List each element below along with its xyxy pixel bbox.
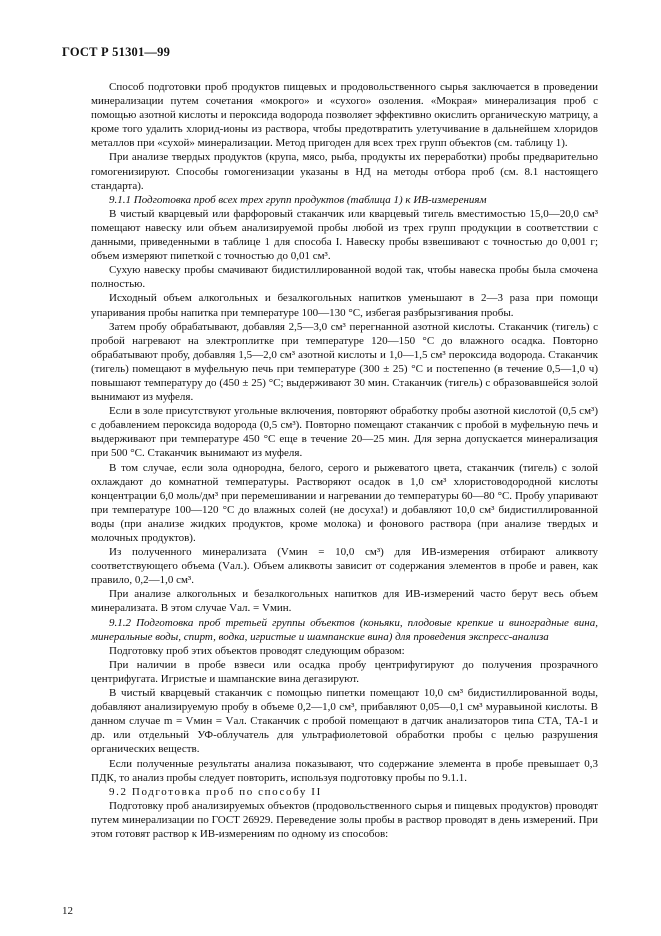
section-heading-9-2: 9.2 Подготовка проб по способу II [109,785,322,798]
document-header: ГОСТ Р 51301—99 [62,45,171,59]
paragraph: При анализе алкогольных и безалкогольных напитков для ИВ-измерений часто берут весь объем минерализата. В этом случае Vал. = Vмин. [91,588,598,615]
document-body [91,80,598,841]
paragraph: Из полученного минерализата (Vмин = 10,0 см³) для ИВ-измерения отбирают аликвоту соответствующего объема (Vал.). Объем аликвоты зависит от содержания элементов в пробе и равен, как правило, 0,2—1,0 см³. [91,546,598,587]
paragraph: Подготовку проб анализируемых объектов (продовольственного сырья и пищевых продуктов) проводят путем минерализации по ГОСТ 26929. Переведение золы пробы в раствор проводят в день измерений. При этом готовят раствор к ИВ-измерениям по одному из способов: [91,799,598,840]
paragraph: Подготовку проб этих объектов проводят следующим образом: [109,644,405,657]
paragraph: В чистый кварцевый или фарфоровый стаканчик или кварцевый тигель вместимостью 15,0—20,0 см³ помещают навеску или объем анализируемой пробы любой из трех групп продукции в соответствии с данными, приведенными в таблице 1 для способа I. Навеску пробы взвешивают с точностью до 0,001 г; объем измеряют пипеткой с точностью до 0,01 см³. [91,207,598,263]
paragraph: Сухую навеску пробы смачивают бидистиллированной водой так, чтобы навеска пробы была смочена полностью. [91,264,598,291]
paragraph: Если в золе присутствуют угольные включения, повторяют обработку пробы азотной кислотой (0,5 см³) с добавлением пероксида водорода (0,5 см³). Повторно помещают стаканчик с пробой в муфельную печь и выдерживают при температуре 450 °С еще в течение 20—25 мин. Для зерна допускается минерализация при 500 °С. Стаканчик вынимают из муфеля. [91,405,598,460]
paragraph: При анализе твердых продуктов (крупа, мясо, рыба, продукты их переработки) пробы предварительно гомогенизируют. Способы гомогенизации указаны в НД на методы отбора проб (см. 8.1 настоящего стандарта). [91,151,598,192]
paragraph: Способ подготовки проб продуктов пищевых и продовольственного сырья заключается в проведении минерализации путем сочетания «мокрого» и «сухого» озоления. «Мокрая» минерализация проб с помощью азотной кислоты и пероксида водорода позволяет эффективно окислить органическую матрицу, а кроме того удалить хлорид-ионы из раствора, чтобы предотвратить улетучивание в дальнейшем хлоридов металлов при «сухой» минерализации. Метод пригоден для всех трех групп объектов (см. таблицу 1). [91,81,598,150]
paragraph: При наличии в пробе взвеси или осадка пробу центрифугируют до получения прозрачного центрифугата. Игристые и шампанские вина дегазируют. [91,658,598,685]
section-heading-9-1-2: 9.1.2 Подготовка проб третьей группы объектов (коньяки, плодовые крепкие и виноградные вина, минеральные воды, спирт, водка, игристые и шампанские вина) для проведения экспресс-анализа [91,616,598,643]
paragraph: Если полученные результаты анализа показывают, что содержание элемента в пробе превышает 0,3 ПДК, то анализ пробы следует повторить, используя подготовку пробы по 9.1.1. [91,757,598,784]
paragraph: Затем пробу обрабатывают, добавляя 2,5—3,0 см³ перегнанной азотной кислоты. Стаканчик (тигель) с пробой нагревают на электроплитке при температуре 120—150 °С до влажного осадка. Повторно обрабатывают пробу, добавляя 1,5—2,0 см³ азотной кислоты и 1,0—1,5 см³ пероксида водорода. Стаканчик (тигель) помещают в муфельную печь при температуре (300 ± 25) °С и постепенно (в течение 0,5—1,0 ч) повышают температуру до (450 ± 25) °С; выдерживают 30 мин. Стаканчик (тигель) с образовавшейся золой вынимают из муфеля. [91,320,598,404]
paragraph: В том случае, если зола однородна, белого, серого и рыжеватого цвета, стаканчик (тигель) с золой охлаждают до комнатной температуры. Растворяют осадок в 1,0 см³ хлористоводородной кислоты концентрации 6,0 моль/дм³ при перемешивании и нагревании до температуры 60—80 °С. Пробу упаривают при температуре 100—120 °С до влажных солей (не досуха!) и добавляют 10,0 см³ бидистиллированной воды (при анализе жидких продуктов, кроме молока) и фонового раствора (при анализе твердых и молочных продуктов). [91,461,598,544]
paragraph: Исходный объем алкогольных и безалкогольных напитков уменьшают в 2—3 раза при помощи упаривания пробы напитка при температуре 100—130 °С, избегая разбрызгивания пробы. [91,292,598,319]
page-number: 12 [62,905,73,917]
paragraph: В чистый кварцевый стаканчик с помощью пипетки помещают 10,0 см³ бидистиллированной воды, добавляют анализируемую пробу в объеме 0,2—1,0 см³, прибавляют 0,05—0,1 см³ муравьиной кислоты. В данном случае m = Vмин = Vал. Стаканчик с пробой помещают в датчик анализаторов типа СТА, ТА-1 и др. или отдельный УФ-облучатель для ультрафиолетовой обработки пробы с целью разрушения органических веществ. [91,687,598,756]
section-heading-9-1-1: 9.1.1 Подготовка проб всех трех групп продуктов (таблица 1) к ИВ-измерениям [109,193,487,206]
